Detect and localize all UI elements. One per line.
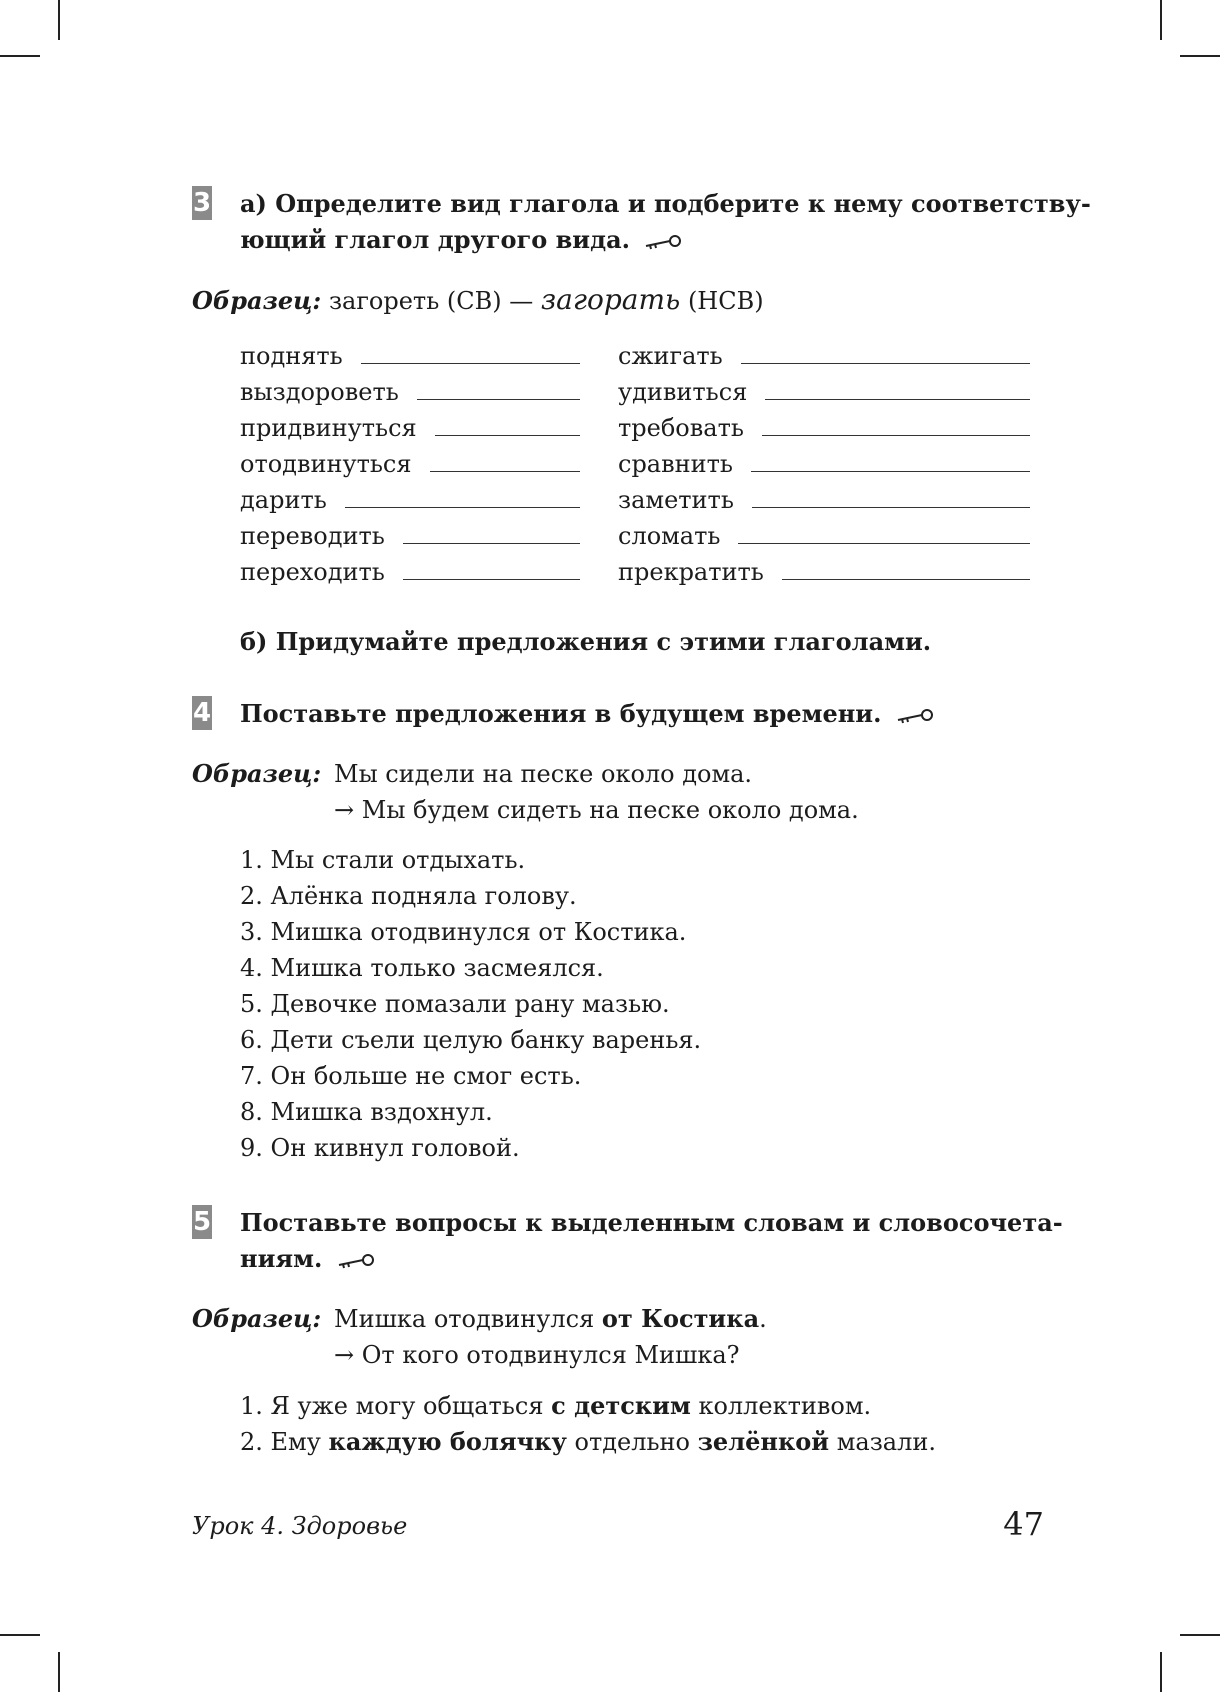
answer-blank[interactable]	[782, 553, 1030, 580]
verb-word: отодвинуться	[240, 450, 412, 478]
blank-row	[240, 481, 580, 517]
list-item	[240, 1424, 936, 1460]
answer-blank[interactable]	[741, 337, 1030, 364]
sample-label: Образец:	[192, 1304, 322, 1333]
crop-mark	[58, 0, 60, 40]
blank-row	[240, 553, 580, 589]
verb-word: придвинуться	[240, 414, 417, 442]
task5-sample-label	[192, 1301, 321, 1337]
highlighted-phrase: зелёнкой	[697, 1427, 830, 1456]
answer-blank[interactable]	[430, 445, 580, 472]
item-text: коллективом.	[698, 1392, 872, 1420]
key-icon	[337, 1253, 375, 1269]
blank-row	[240, 337, 580, 373]
highlighted-phrase: от Костика	[601, 1304, 760, 1333]
verb-word: требовать	[618, 414, 744, 442]
task-number-badge: 3	[192, 188, 212, 218]
verb-word: переводить	[240, 522, 385, 550]
verb-word: сжигать	[618, 342, 723, 370]
blank-row	[618, 553, 1030, 589]
sample-label: Образец:	[192, 759, 322, 788]
task-number-badge: 5	[192, 1207, 212, 1237]
blank-row	[618, 517, 1030, 553]
task5-sample-line1	[334, 1301, 767, 1337]
key-icon	[896, 708, 934, 724]
list-item: 4. Мишка только засмеялся.	[240, 954, 604, 982]
blank-row	[618, 445, 1030, 481]
answer-blank[interactable]	[738, 517, 1030, 544]
task4-sample-line1: Мы сидели на песке около дома.	[334, 760, 753, 788]
highlighted-phrase: с детским	[551, 1391, 691, 1420]
crop-mark	[1180, 1634, 1220, 1636]
item-text: отдельно	[574, 1428, 690, 1456]
answer-blank[interactable]	[765, 373, 1030, 400]
list-item: 2. Алёнка подняла голову.	[240, 882, 577, 910]
footer-lesson-title: Урок 4. Здоровье	[192, 1512, 408, 1540]
list-item	[240, 1388, 871, 1424]
task5-heading-line2-text: ниям.	[240, 1244, 323, 1273]
task5-sample-line2: → От кого отодвинулся Мишка?	[334, 1341, 740, 1369]
task4-heading	[240, 696, 934, 732]
verb-word: удивиться	[618, 378, 748, 406]
crop-mark	[58, 1652, 60, 1692]
answer-blank[interactable]	[403, 553, 580, 580]
verb-word: сравнить	[618, 450, 733, 478]
sample-text: Мишка отодвинулся	[334, 1305, 595, 1333]
task5-heading-line2	[240, 1241, 375, 1277]
verb-word: сломать	[618, 522, 721, 550]
blank-row	[618, 373, 1030, 409]
task3-heading-line2	[240, 222, 682, 258]
crop-mark	[1160, 0, 1162, 40]
blank-row	[618, 409, 1030, 445]
list-item: 6. Дети съели целую банку варенья.	[240, 1026, 702, 1054]
task5-heading-line1: Поставьте вопросы к выделенным словам и словосочета-	[240, 1208, 1063, 1237]
verb-word: заметить	[618, 486, 734, 514]
answer-blank[interactable]	[403, 517, 580, 544]
task3-heading-line1	[240, 186, 1091, 222]
task3-heading-a-line2: ющий глагол другого вида.	[240, 225, 631, 254]
list-item: 9. Он кивнул головой.	[240, 1134, 520, 1162]
verb-word: переходить	[240, 558, 385, 586]
answer-blank[interactable]	[435, 409, 580, 436]
crop-mark	[0, 1634, 40, 1636]
sample-end: (НСВ)	[687, 287, 764, 315]
sample-label: Образец:	[192, 286, 322, 315]
blank-row	[240, 517, 580, 553]
sample-punct: .	[759, 1305, 767, 1333]
page-number: 47	[1003, 1505, 1044, 1543]
list-item: 1. Мы стали отдыхать.	[240, 846, 526, 874]
answer-blank[interactable]	[417, 373, 580, 400]
verb-word: выздороветь	[240, 378, 399, 406]
task-number-badge: 4	[192, 698, 212, 728]
answer-blank[interactable]	[751, 445, 1030, 472]
list-item: 3. Мишка отодвинулся от Костика.	[240, 918, 687, 946]
answer-blank[interactable]	[361, 337, 580, 364]
blank-row	[240, 445, 580, 481]
item-text: мазали.	[836, 1428, 936, 1456]
verb-word: прекратить	[618, 558, 764, 586]
blank-row	[618, 481, 1030, 517]
blank-row	[240, 409, 580, 445]
sample-handwritten: загорать	[540, 283, 681, 316]
task3-heading-a-line1: а) Определите вид глагола и подберите к нему соответству-	[240, 189, 1091, 218]
key-icon	[644, 234, 682, 250]
task3-sample	[192, 282, 764, 319]
verb-word: поднять	[240, 342, 343, 370]
crop-mark	[1180, 55, 1220, 57]
list-item: 8. Мишка вздохнул.	[240, 1098, 493, 1126]
task4-sample-label	[192, 756, 321, 792]
blank-row	[240, 373, 580, 409]
task4-heading-text: Поставьте предложения в будущем времени.	[240, 699, 882, 728]
answer-blank[interactable]	[762, 409, 1030, 436]
answer-blank[interactable]	[752, 481, 1030, 508]
list-item: 5. Девочке помазали рану мазью.	[240, 990, 670, 1018]
sample-text: загореть (СВ) —	[328, 287, 534, 315]
item-text: 2. Ему	[240, 1428, 321, 1456]
task3-heading-b: б) Придумайте предложения с этими глаголами.	[240, 627, 932, 656]
highlighted-phrase: каждую болячку	[328, 1427, 567, 1456]
list-item: 7. Он больше не смог есть.	[240, 1062, 582, 1090]
item-text: 1. Я уже могу общаться	[240, 1392, 544, 1420]
crop-mark	[1160, 1652, 1162, 1692]
blank-row	[618, 337, 1030, 373]
answer-blank[interactable]	[345, 481, 580, 508]
task4-sample-line2: → Мы будем сидеть на песке около дома.	[334, 796, 859, 824]
verb-word: дарить	[240, 486, 327, 514]
crop-mark	[0, 55, 40, 57]
